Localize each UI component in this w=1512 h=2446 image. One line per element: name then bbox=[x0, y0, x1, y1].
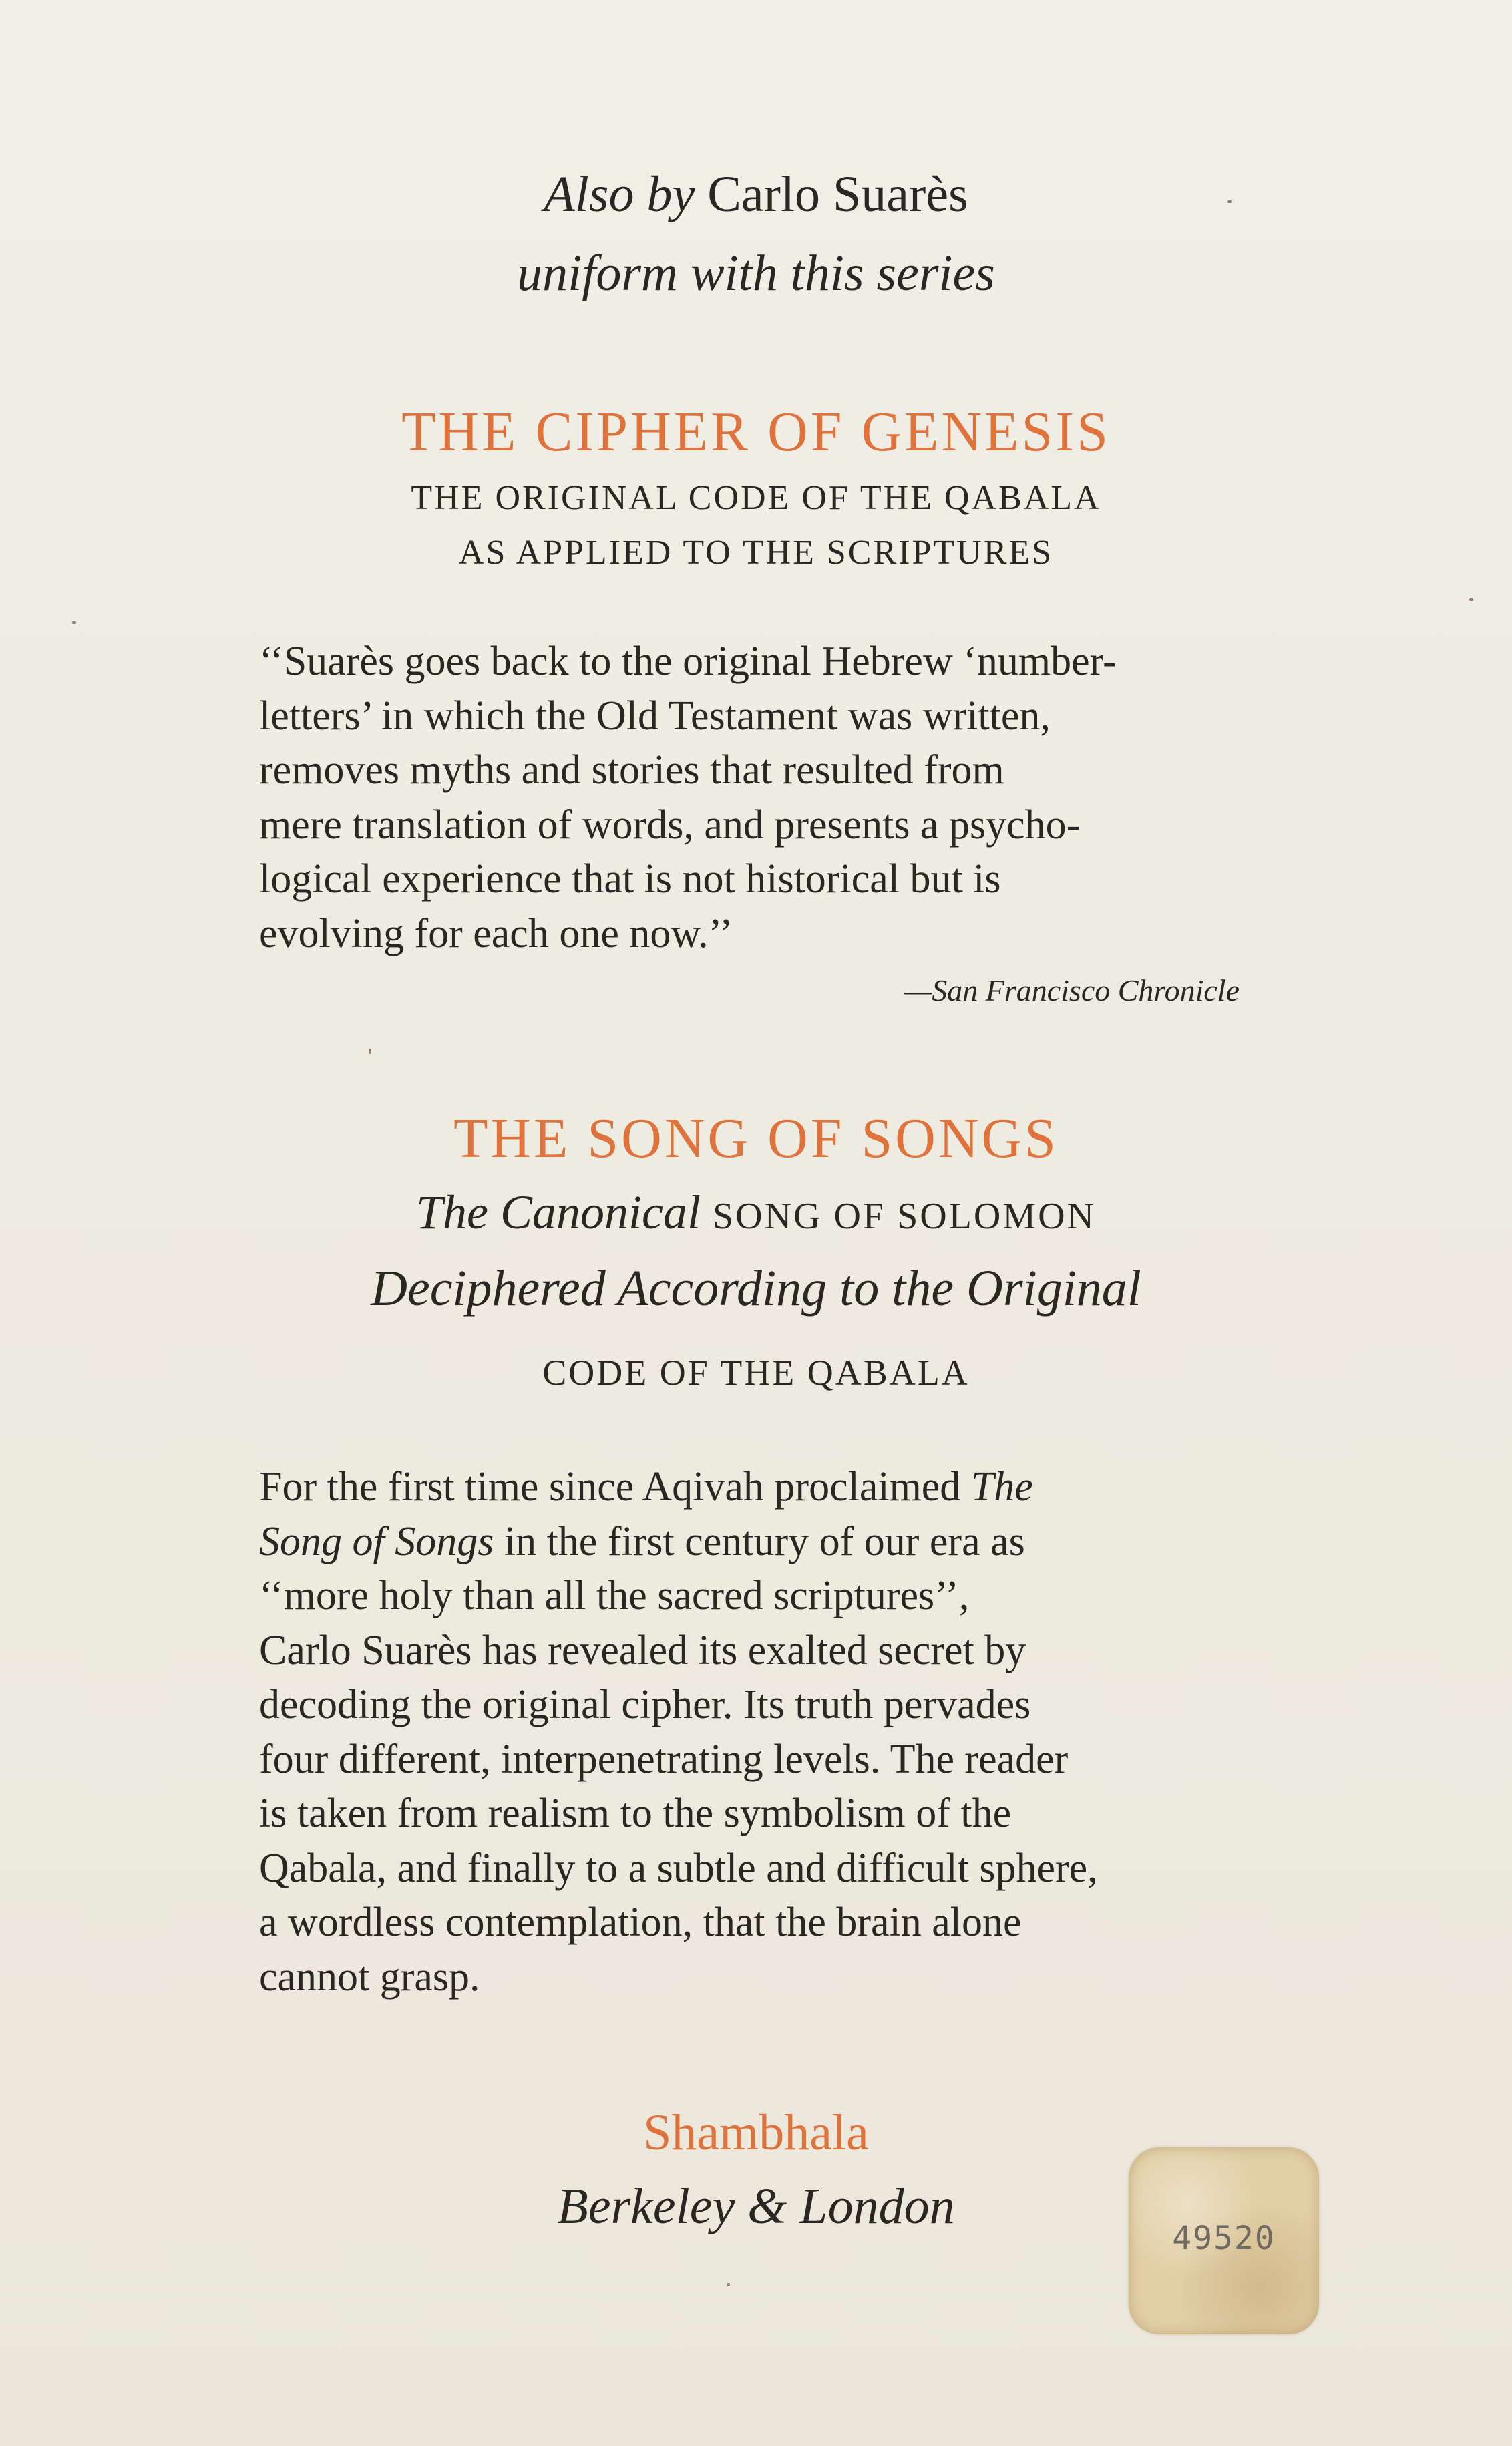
publisher-cities: Berkeley & London bbox=[557, 2178, 955, 2234]
also-by-label: Also by bbox=[544, 166, 695, 222]
book2-subtitle-line2: Deciphered According to the Original bbox=[371, 1260, 1141, 1317]
book2-subtitle-line1 bbox=[0, 1185, 1512, 1240]
description-line bbox=[259, 1515, 1288, 1570]
description-line: cannot grasp. bbox=[259, 1954, 480, 2000]
library-stamp bbox=[1129, 2147, 1319, 2334]
description-line: is taken from realism to the symbolism of the bbox=[259, 1791, 1012, 1836]
quote-line: removes myths and stories that resulted from bbox=[259, 747, 1004, 793]
review-attribution: —San Francisco Chronicle bbox=[904, 973, 1240, 1007]
description-line: Qabala, and finally to a subtle and difficult sphere, bbox=[259, 1845, 1098, 1891]
description-line: decoding the original cipher. Its truth pervades bbox=[259, 1682, 1031, 1727]
book1-subtitle-line2: AS APPLIED TO THE SCRIPTURES bbox=[458, 534, 1054, 572]
author-name: Carlo Suarès bbox=[707, 166, 968, 222]
description-line: a wordless contemplation, that the brain alone bbox=[259, 1900, 1022, 1945]
description-text: For the first time since Aqivah proclaimed bbox=[259, 1464, 961, 1510]
quote-line: logical experience that is not historical but is bbox=[259, 856, 1001, 902]
description-line: four different, interpenetrating levels. The reader bbox=[259, 1736, 1069, 1782]
book1-subtitle-line1: THE ORIGINAL CODE OF THE QABALA bbox=[411, 479, 1101, 517]
publisher-name: Shambhala bbox=[643, 2105, 869, 2161]
book1-review-quote bbox=[259, 635, 1288, 961]
quote-line: mere translation of words, and presents a psycho- bbox=[259, 802, 1081, 848]
paper-speck bbox=[1469, 598, 1473, 601]
description-line bbox=[259, 1460, 1288, 1515]
description-italic: Song of Songs bbox=[259, 1518, 494, 1564]
paper-speck bbox=[72, 621, 76, 624]
paper-speck bbox=[1227, 200, 1232, 203]
song-of-solomon-label: SONG OF SOLOMON bbox=[713, 1196, 1096, 1237]
stamp-number: 49520 bbox=[1172, 2220, 1276, 2257]
book1-title: THE CIPHER OF GENESIS bbox=[401, 401, 1111, 463]
description-line: Carlo Suarès has revealed its exalted secret by bbox=[259, 1627, 1026, 1673]
also-by-line bbox=[0, 166, 1512, 224]
description-italic: The bbox=[970, 1464, 1033, 1510]
description-line: ‘‘more holy than all the sacred scriptures’’, bbox=[259, 1573, 970, 1618]
uniform-series-line: uniform with this series bbox=[517, 245, 995, 301]
paper-speck bbox=[727, 2283, 730, 2286]
book2-title: THE SONG OF SONGS bbox=[453, 1107, 1059, 1170]
book2-subtitle-line3: CODE OF THE QABALA bbox=[542, 1353, 970, 1393]
canonical-label: The Canonical bbox=[416, 1186, 701, 1239]
quote-line: evolving for each one now.’’ bbox=[259, 910, 733, 956]
paper-speck bbox=[369, 1049, 371, 1054]
quote-line: letters’ in which the Old Testament was written, bbox=[259, 693, 1051, 739]
book2-description bbox=[259, 1460, 1288, 2004]
description-text: in the first century of our era as bbox=[504, 1518, 1025, 1564]
quote-line: ‘‘Suarès goes back to the original Hebrew ‘number- bbox=[259, 639, 1117, 684]
